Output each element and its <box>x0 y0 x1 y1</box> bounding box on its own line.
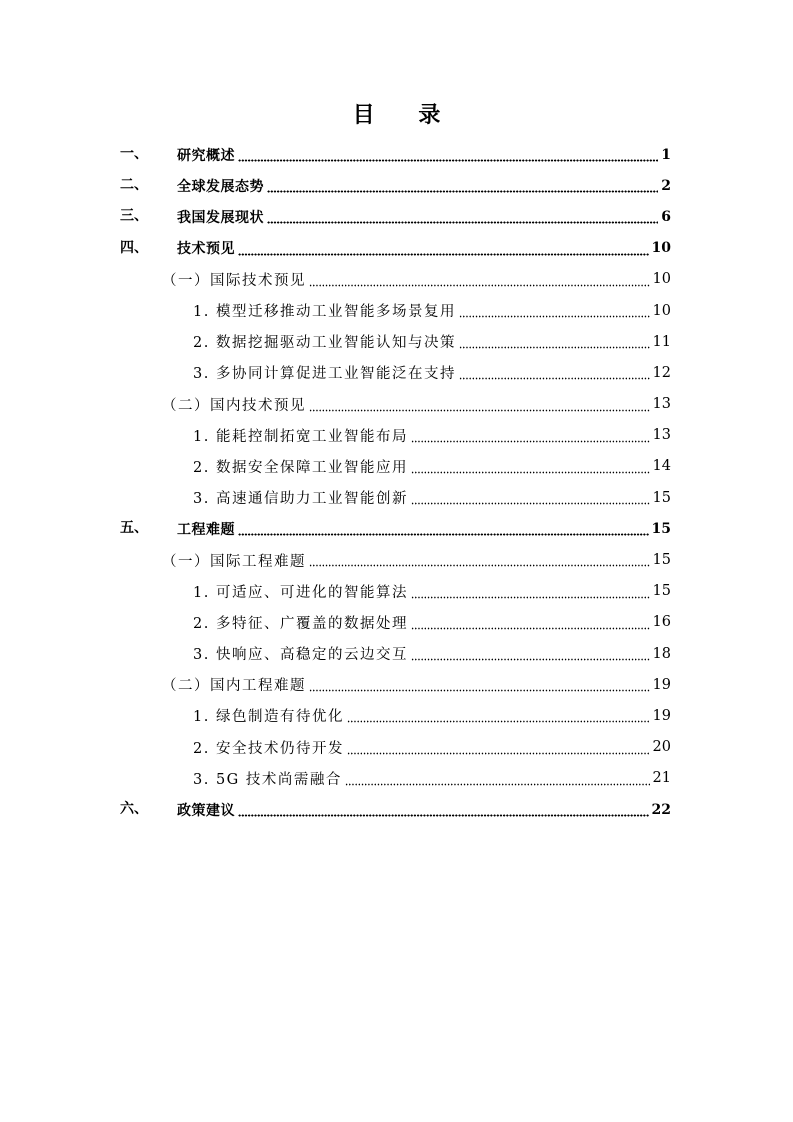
toc-entry-page-number: 22 <box>651 801 671 818</box>
toc-entry-line <box>162 264 671 295</box>
dot-leader <box>345 763 650 794</box>
page-title: 目 录 <box>352 103 459 128</box>
toc-entry-page-number: 20 <box>652 739 671 756</box>
toc-entry[interactable] <box>0 201 793 232</box>
toc-entry-label: 我国发展现状 <box>177 209 264 226</box>
toc-entry[interactable] <box>0 576 793 607</box>
toc-entry[interactable] <box>0 700 793 731</box>
toc-entry-line <box>193 732 671 763</box>
toc-entry-label: （一）国际技术预见 <box>162 272 306 289</box>
toc-entry-line <box>177 513 671 544</box>
toc-entry[interactable] <box>0 638 793 669</box>
toc-entry-page-number: 15 <box>652 583 671 600</box>
table-of-contents <box>0 139 793 825</box>
toc-entry-line <box>193 326 671 357</box>
toc-entry-line <box>177 233 671 264</box>
dot-leader <box>459 357 650 388</box>
toc-entry[interactable] <box>0 170 793 201</box>
toc-entry-line <box>162 669 671 700</box>
dot-leader <box>309 669 650 700</box>
dot-leader <box>267 170 658 201</box>
dot-leader <box>411 482 650 513</box>
toc-entry-page-number: 18 <box>652 645 671 662</box>
toc-entry-number: 一、 <box>120 146 148 162</box>
toc-entry-page-number: 16 <box>652 614 671 631</box>
toc-entry-label: （二）国内工程难题 <box>162 678 306 695</box>
toc-entry-page-number: 10 <box>652 302 671 319</box>
dot-leader <box>238 513 649 544</box>
toc-entry-label: 2. 安全技术仍待开发 <box>193 740 344 757</box>
toc-entry-number: 五、 <box>120 520 148 537</box>
toc-entry-number: 三、 <box>120 208 148 225</box>
toc-entry-line <box>193 638 671 669</box>
toc-entry-line <box>193 576 671 607</box>
toc-entry[interactable] <box>0 420 793 451</box>
dot-leader <box>309 544 650 575</box>
toc-entry-page-number: 19 <box>652 707 671 724</box>
dot-leader <box>411 451 650 482</box>
toc-entry-line <box>177 201 671 232</box>
toc-entry[interactable] <box>0 295 793 326</box>
toc-entry-label: 政策建议 <box>177 802 235 819</box>
toc-entry-line <box>177 170 671 201</box>
toc-entry-line <box>193 295 671 326</box>
toc-entry-page-number: 10 <box>651 240 671 257</box>
toc-entry-line <box>177 139 671 170</box>
toc-entry-line <box>193 763 671 794</box>
toc-entry-label: 1. 绿色制造有待优化 <box>193 709 344 726</box>
toc-entry-page-number: 14 <box>652 458 671 475</box>
toc-entry-label: 1. 可适应、可进化的智能算法 <box>193 584 408 601</box>
toc-entry[interactable] <box>0 264 793 295</box>
toc-entry-page-number: 19 <box>652 676 671 693</box>
toc-entry[interactable] <box>0 326 793 357</box>
toc-entry-page-number: 15 <box>652 489 671 506</box>
toc-entry-line <box>177 794 671 825</box>
toc-entry-label: 2. 多特征、广覆盖的数据处理 <box>193 615 408 632</box>
toc-entry-number: 四、 <box>120 239 148 256</box>
toc-entry-line <box>162 389 671 420</box>
toc-entry-label: 3. 高速通信助力工业智能创新 <box>193 491 408 508</box>
toc-entry-line <box>162 544 671 575</box>
toc-entry[interactable] <box>0 513 793 544</box>
dot-leader <box>238 233 649 264</box>
toc-entry[interactable] <box>0 139 793 170</box>
toc-entry[interactable] <box>0 233 793 264</box>
toc-entry-line <box>193 700 671 731</box>
toc-entry[interactable] <box>0 669 793 700</box>
dot-leader <box>309 389 650 420</box>
dot-leader <box>411 420 650 451</box>
toc-entry[interactable] <box>0 357 793 388</box>
toc-entry-label: 3. 多协同计算促进工业智能泛在支持 <box>193 366 456 383</box>
dot-leader <box>459 326 650 357</box>
toc-entry[interactable] <box>0 794 793 825</box>
toc-entry-page-number: 6 <box>661 208 671 225</box>
toc-entry-label: （一）国际工程难题 <box>162 553 306 570</box>
toc-entry-page-number: 15 <box>652 552 671 569</box>
toc-entry-label: （二）国内技术预见 <box>162 397 306 414</box>
dot-leader <box>411 576 650 607</box>
toc-entry-number: 二、 <box>120 177 148 194</box>
dot-leader <box>347 700 650 731</box>
toc-entry-label: 2. 数据安全保障工业智能应用 <box>193 459 408 476</box>
dot-leader <box>347 732 650 763</box>
dot-leader <box>459 295 650 326</box>
toc-entry-label: 3. 快响应、高稳定的云边交互 <box>193 647 408 664</box>
toc-entry-line <box>193 482 671 513</box>
toc-entry-label: 全球发展态势 <box>177 178 264 195</box>
dot-leader <box>411 638 650 669</box>
toc-entry-line <box>193 420 671 451</box>
toc-entry-page-number: 15 <box>651 520 671 537</box>
dot-leader <box>267 201 658 232</box>
toc-entry-page-number: 13 <box>652 427 671 444</box>
toc-entry-label: 技术预见 <box>177 241 235 258</box>
toc-entry-page-number: 1 <box>661 146 671 163</box>
toc-entry-page-number: 11 <box>652 333 671 350</box>
toc-entry-number: 六、 <box>120 800 148 817</box>
toc-entry-label: 3. 5G 技术尚需融合 <box>193 771 342 788</box>
toc-entry-line <box>193 607 671 638</box>
toc-entry[interactable] <box>0 451 793 482</box>
toc-entry[interactable] <box>0 389 793 420</box>
toc-entry-line <box>193 451 671 482</box>
toc-entry-line <box>193 357 671 388</box>
dot-leader <box>238 139 658 170</box>
toc-entry-label: 工程难题 <box>177 521 235 538</box>
toc-entry-label: 1. 能耗控制拓宽工业智能布局 <box>193 428 408 445</box>
toc-entry[interactable] <box>0 763 793 794</box>
toc-entry[interactable] <box>0 732 793 763</box>
toc-entry-page-number: 10 <box>652 271 671 288</box>
toc-entry-label: 研究概述 <box>177 147 235 164</box>
toc-entry[interactable] <box>0 482 793 513</box>
toc-entry[interactable] <box>0 607 793 638</box>
toc-entry-page-number: 12 <box>652 364 671 381</box>
dot-leader <box>238 794 649 825</box>
toc-entry-label: 2. 数据挖掘驱动工业智能认知与决策 <box>193 335 456 352</box>
dot-leader <box>309 264 650 295</box>
toc-entry-page-number: 2 <box>661 177 671 194</box>
toc-entry-page-number: 21 <box>652 770 671 787</box>
toc-entry-page-number: 13 <box>652 396 671 413</box>
dot-leader <box>411 607 650 638</box>
toc-entry-label: 1. 模型迁移推动工业智能多场景复用 <box>193 304 456 321</box>
toc-entry[interactable] <box>0 544 793 575</box>
